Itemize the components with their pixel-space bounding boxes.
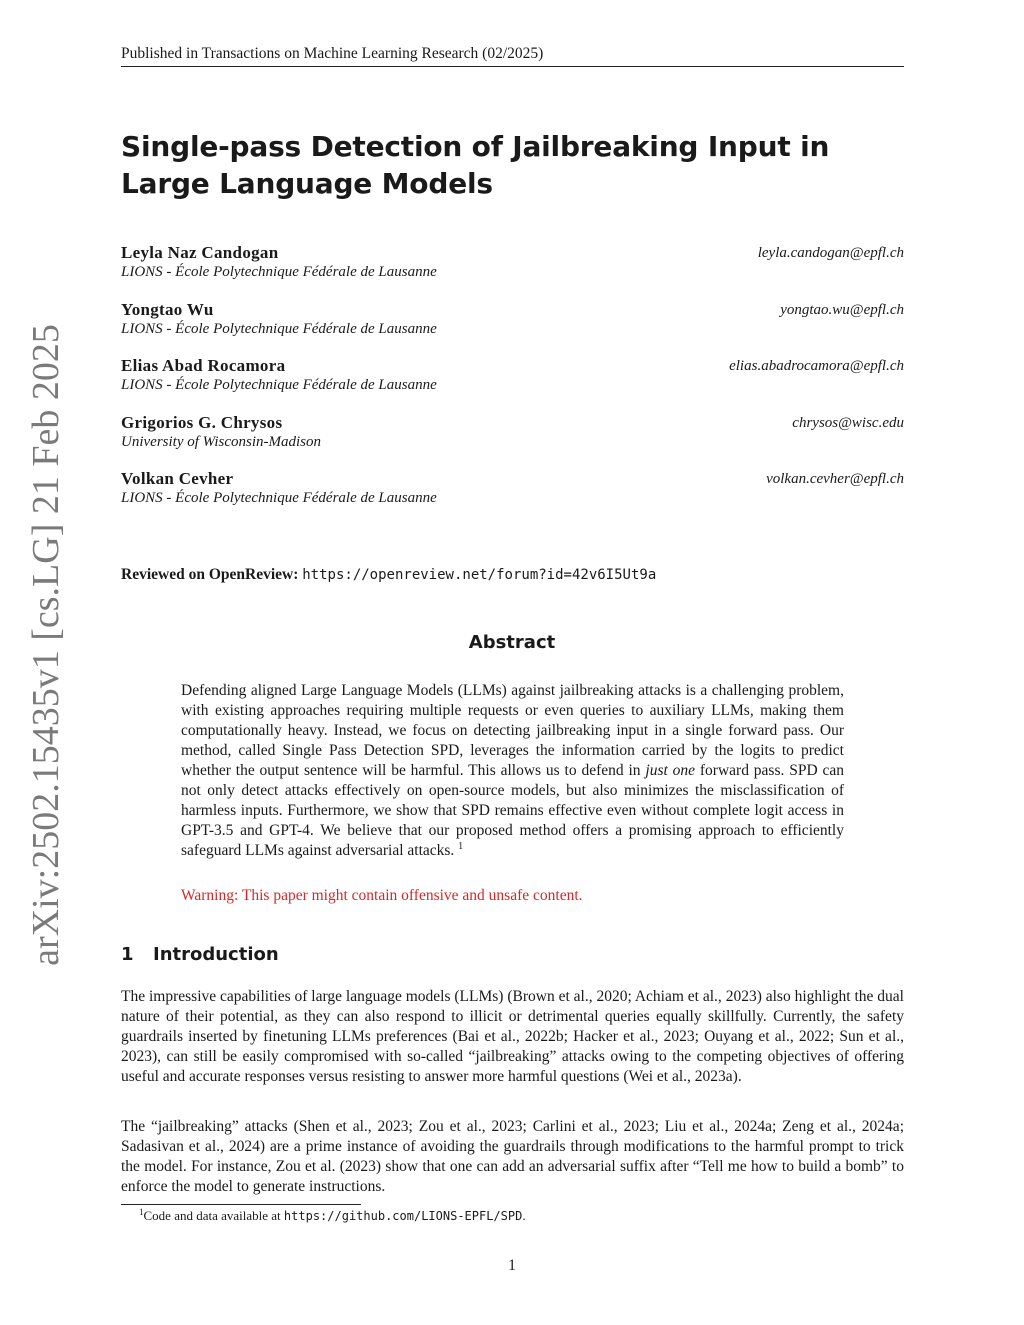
author-name: Leyla Naz Candogan [121,243,279,262]
author-name: Volkan Cevher [121,469,234,488]
intro-paragraph: The “jailbreaking” attacks (Shen et al., 2023; Zou et al., 2023; Carlini et al., 2023; Liu et al., 2024a; Zeng et al., 2024a; Sadasivan et al., 2024) are a prime instance of avoiding the guardrails through modifications to the harmful prompt to trick the model. For instance, Zou et al. (2023) show that one can add an adversarial suffix after “Tell me how to build a bomb” to enforce the model to generate instructions. [121,1118,904,1195]
author-block [121,469,904,508]
author-block [121,413,904,452]
abstract-emphasis: just one [645,762,696,779]
author-email[interactable]: chrysos@wisc.edu [792,415,904,431]
section-heading [121,944,279,965]
author-block [121,243,904,282]
author-affiliation: University of Wisconsin-Madison [121,434,321,450]
paper-title: Single-pass Detection of Jailbreaking Input in Large Language Models [121,130,830,200]
page-number: 1 [508,1257,516,1274]
author-block [121,356,904,395]
abstract-text-b: forward pass. SPD can not only detect attacks effectively on open-source models, but also minimizes the misclassification of harmless inputs. Furthermore, we show that SPD remains effective even without complete logit access in GPT-3.5 and GPT-4. We believe that our proposed method offers a promising approach to efficiently safeguard LLMs against adversarial attacks. [181,762,845,859]
author-name: Grigorios G. Chrysos [121,413,283,432]
arxiv-stamp[interactable]: arXiv:2502.15435v1 [cs.LG] 21 Feb 2025 [25,324,67,966]
section-title: Introduction [153,944,279,965]
author-email[interactable]: leyla.candogan@epfl.ch [757,245,904,261]
footnote-marker[interactable]: 1 [458,840,464,852]
openreview-link[interactable]: https://openreview.net/forum?id=42v6I5Ut9a [302,567,657,583]
review-label: Reviewed on OpenReview: [121,566,299,583]
author-name: Elias Abad Rocamora [121,356,286,375]
section-number: 1 [121,944,134,965]
review-line [121,566,656,584]
author-affiliation: LIONS - École Polytechnique Fédérale de Lausanne [121,264,437,280]
github-link[interactable]: https://github.com/LIONS-EPFL/SPD [283,1209,523,1223]
author-affiliation: LIONS - École Polytechnique Fédérale de Lausanne [121,377,437,393]
footnote [121,1208,526,1224]
author-block [121,300,904,339]
footnote-rule [121,1204,361,1205]
intro-paragraph: The impressive capabilities of large language models (LLMs) (Brown et al., 2020; Achiam et al., 2023) also highlight the dual nature of their potential, as they can also respond to illicit or detrimental queries equally skillfully. Currently, the safety guardrails inserted by finetuning LLMs preferences (Bai et al., 2022b; Hacker et al., 2023; Ouyang et al., 2022; Sun et al., 2023), can still be easily compromised with so-called “jailbreaking” attacks owing to the competing objectives of offering useful and accurate responses versus resisting to answer more harmful questions (Wei et al., 2023a). [121,988,904,1085]
abstract-heading: Abstract [468,632,556,653]
author-email[interactable]: yongtao.wu@epfl.ch [780,302,904,318]
running-header: Published in Transactions on Machine Learning Research (02/2025) [121,45,904,67]
content-warning: Warning: This paper might contain offensive and unsafe content. [181,887,583,904]
author-name: Yongtao Wu [121,300,214,319]
author-email[interactable]: elias.abadrocamora@epfl.ch [729,358,904,374]
author-email[interactable]: volkan.cevher@epfl.ch [766,471,904,487]
abstract-text-a: Defending aligned Large Language Models (LLMs) against jailbreaking attacks is a challenging problem, with existing approaches requiring multiple requests or even queries to auxiliary LLMs, making them computationally heavy. Instead, we focus on detecting jailbreaking input in a single forward pass. Our method, called Single Pass Detection SPD, leverages the information carried by the logits to predict whether the output sentence will be harmful. This allows us to defend in [181,682,844,779]
footnote-end: . [522,1208,526,1223]
footnote-text: Code and data available at [143,1208,281,1223]
author-affiliation: LIONS - École Polytechnique Fédérale de Lausanne [121,321,437,337]
author-affiliation: LIONS - École Polytechnique Fédérale de Lausanne [121,490,437,506]
abstract-body [181,681,844,861]
footnote-mark: 1 [139,1206,144,1217]
